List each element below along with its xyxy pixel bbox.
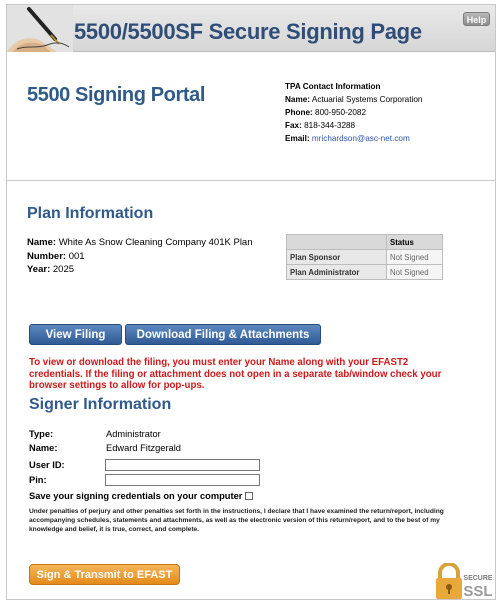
tpa-fax-label: Fax: (285, 121, 302, 130)
tpa-email-row (285, 133, 485, 144)
plan-number-value: 001 (68, 250, 85, 262)
signer-type-label: Type: (29, 429, 54, 439)
tpa-email-label: Email: (285, 134, 310, 143)
tpa-phone-row (285, 107, 485, 118)
status-header-blank (287, 235, 387, 250)
header-banner (7, 5, 495, 52)
signer-name-value: Edward Fitzgerald (106, 443, 181, 453)
tpa-phone-value: 800-950-2082 (315, 108, 367, 117)
padlock-icon (432, 563, 492, 601)
view-filing-button[interactable]: View Filing (29, 324, 122, 345)
plan-year-label: Year: (27, 264, 51, 275)
user-id-label: User ID: (29, 460, 65, 470)
user-id-input[interactable] (105, 459, 260, 471)
tpa-email-link[interactable]: mrichardson@asc-net.com (311, 134, 410, 143)
ssl-secure-text: SECURE (463, 575, 492, 582)
tpa-fax-row (285, 120, 485, 131)
tpa-contact-info (285, 81, 485, 146)
pin-input[interactable] (105, 474, 260, 486)
plan-name-label: Name: (27, 237, 57, 248)
save-credentials-label: Save your signing credentials on your computer (29, 491, 243, 501)
plan-year-row (27, 263, 267, 277)
download-filing-button[interactable]: Download Filing & Attachments (125, 324, 321, 345)
save-credentials-row (29, 489, 253, 503)
page-title: 5500/5500SF Secure Signing Page (74, 19, 422, 44)
tpa-phone-label: Phone: (285, 108, 313, 117)
status-header-row (287, 235, 443, 250)
status-role: Plan Administrator (287, 265, 387, 280)
tpa-heading: TPA Contact Information (285, 82, 381, 91)
plan-name-value: White As Snow Cleaning Company 401K Plan (58, 237, 253, 248)
portal-title: 5500 Signing Portal (27, 84, 206, 106)
tpa-name-label: Name: (285, 95, 311, 104)
plan-number-label: Number: (27, 250, 67, 262)
plan-information-heading: Plan Information (27, 205, 154, 222)
pen-signature-icon (7, 5, 73, 52)
popup-warning-text: To view or download the filing, you must enter your Name along with your EFAST2 credentials. If the filing or attachment does not open in a separate tab/window check your browser settings to allow for pop-ups. (29, 357, 442, 391)
plan-number-row (27, 250, 267, 264)
perjury-declaration: Under penalties of perjury and other penalties set forth in the instructions, I declare that I have examined the return/report, including accompanying schedules, statements and attachments, as well as the electronic version of this return/report, and to the best of my knowledge and belief, it is true, correct, and complete. (29, 508, 444, 534)
sign-transmit-button[interactable]: Sign & Transmit to EFAST (29, 564, 180, 585)
tpa-name-value: Actuarial Systems Corporation (311, 95, 423, 104)
plan-year-value: 2025 (52, 264, 75, 275)
status-row-plan-sponsor (287, 250, 443, 265)
page-container (6, 4, 496, 600)
status-row-plan-administrator (287, 265, 443, 280)
status-value: Not Signed (387, 250, 443, 265)
pin-label: Pin: (29, 475, 47, 485)
save-credentials-checkbox[interactable] (245, 492, 253, 500)
status-header-label: Status (387, 235, 443, 250)
tpa-name-row (285, 94, 485, 105)
portal-section (7, 53, 495, 181)
signer-information-heading: Signer Information (29, 396, 172, 413)
help-button[interactable]: Help (463, 12, 490, 26)
status-value: Not Signed (387, 265, 443, 280)
tpa-fax-value: 818-344-3288 (304, 121, 356, 130)
signer-type-value: Administrator (106, 429, 161, 439)
signer-name-label: Name: (29, 443, 58, 453)
secure-ssl-badge (432, 563, 492, 601)
plan-details (27, 236, 267, 277)
signature-status-table (286, 234, 443, 280)
status-role: Plan Sponsor (287, 250, 387, 265)
ssl-text: SSL (463, 583, 492, 600)
plan-name-row (27, 236, 267, 250)
